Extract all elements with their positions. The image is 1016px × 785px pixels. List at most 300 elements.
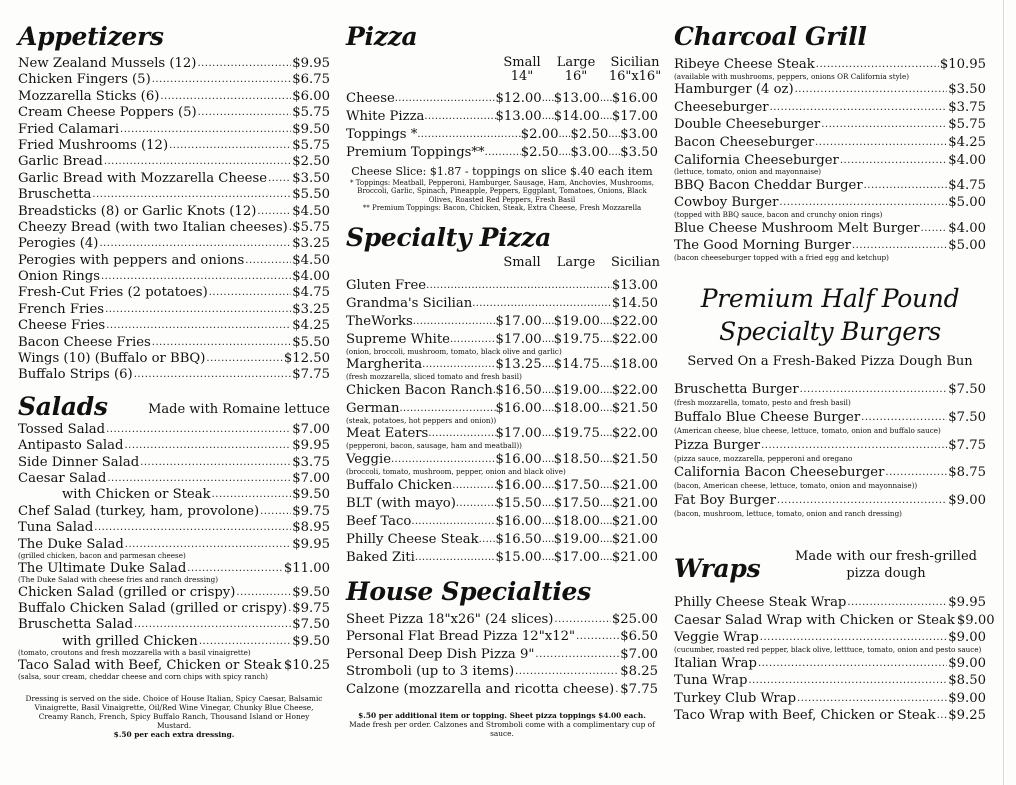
item-name: Onion Rings bbox=[18, 269, 100, 285]
item-name: Garlic Bread bbox=[18, 154, 103, 170]
item-price: $5.00 bbox=[948, 195, 986, 211]
item-name: French Fries bbox=[18, 301, 105, 317]
item-price: $3.25 bbox=[292, 301, 330, 317]
item-price: $5.75 bbox=[292, 105, 330, 121]
salad-row bbox=[18, 471, 330, 487]
item-price: $7.50 bbox=[292, 617, 330, 633]
item-name: Taco Wrap with Beef, Chicken or Steak bbox=[674, 708, 936, 724]
grill-row bbox=[674, 134, 986, 152]
item-price: $3.50 bbox=[948, 82, 986, 98]
item-price: $9.50 bbox=[292, 487, 330, 503]
dot-leader bbox=[758, 654, 947, 673]
price-large: $19.00 bbox=[553, 313, 600, 329]
dot-leader bbox=[921, 219, 948, 238]
specialty-size-small: Small bbox=[503, 254, 541, 270]
dot-leader bbox=[236, 584, 291, 601]
item-name: Caesar Salad bbox=[18, 470, 107, 486]
dot-leader bbox=[542, 548, 554, 567]
dot-leader bbox=[600, 399, 612, 418]
column-left bbox=[18, 0, 330, 739]
specialty-size-header bbox=[346, 255, 658, 273]
price-large: $17.50 bbox=[553, 477, 600, 493]
item-price: $12.50 bbox=[283, 351, 330, 367]
wraps-header bbox=[674, 544, 986, 584]
salads-subtitle: Made with Romaine lettuce bbox=[148, 401, 330, 417]
dot-leader bbox=[542, 107, 554, 126]
price-large: $14.75 bbox=[553, 357, 600, 373]
dressing-note bbox=[18, 694, 330, 739]
price-small: $17.00 bbox=[495, 313, 542, 329]
price-sicilian: $16.00 bbox=[611, 91, 658, 106]
grill-row bbox=[674, 220, 986, 238]
item-name: Breadsticks (8) or Garlic Knots (12) bbox=[18, 203, 257, 219]
dot-leader bbox=[134, 366, 292, 383]
dot-leader bbox=[289, 219, 291, 236]
appetizer-row bbox=[18, 138, 330, 154]
wraps-subtitle-line1: Made with our fresh-grilled bbox=[795, 549, 977, 565]
item-description: (topped with BBQ sauce, bacon and crunchy onion rings) bbox=[674, 209, 883, 219]
price-sicilian: $3.50 bbox=[620, 145, 658, 160]
appetizer-row bbox=[18, 253, 330, 269]
premium-list bbox=[674, 380, 986, 518]
appetizer-row bbox=[18, 187, 330, 203]
item-price: $2.50 bbox=[292, 154, 330, 170]
item-price: $9.95 bbox=[292, 536, 330, 552]
wrap-row bbox=[674, 690, 986, 708]
specialty-size-large: Large bbox=[556, 254, 596, 270]
wraps-list bbox=[674, 594, 995, 725]
wrap-row bbox=[674, 707, 986, 725]
price-sicilian: $21.00 bbox=[611, 513, 658, 529]
item-name: The Good Morning Burger bbox=[674, 238, 851, 254]
dot-leader bbox=[542, 355, 554, 374]
item-price: $10.95 bbox=[939, 57, 986, 72]
dot-leader bbox=[206, 350, 282, 367]
price-large: $18.00 bbox=[553, 400, 600, 416]
item-price: $5.50 bbox=[292, 334, 330, 350]
item-name: with Chicken or Steak bbox=[62, 487, 211, 503]
item-name: Buffalo Strips (6) bbox=[18, 367, 133, 383]
item-name: White Pizza bbox=[346, 109, 425, 124]
dot-leader bbox=[101, 268, 291, 285]
wraps-subtitle bbox=[786, 548, 986, 584]
item-price: $9.95 bbox=[292, 438, 330, 454]
dot-leader bbox=[515, 662, 619, 681]
item-price: $4.00 bbox=[948, 220, 986, 236]
item-name: Philly Cheese Steak bbox=[346, 531, 479, 547]
item-name: Beef Taco bbox=[346, 513, 412, 529]
item-description: (fresh mozzarella, sliced tomato and fresh basil) bbox=[346, 372, 522, 382]
dot-leader bbox=[400, 399, 496, 418]
item-name: Fresh-Cut Fries (2 potatoes) bbox=[18, 285, 208, 301]
house-heading: House Specialties bbox=[346, 576, 591, 606]
dot-leader bbox=[104, 153, 291, 170]
price-small: $2.50 bbox=[520, 145, 559, 160]
dot-leader bbox=[554, 610, 610, 629]
item-price: $5.75 bbox=[948, 117, 986, 133]
dot-leader bbox=[542, 476, 554, 495]
dot-leader bbox=[542, 312, 554, 331]
price-large: $2.50 bbox=[570, 127, 609, 142]
price-sicilian: $14.50 bbox=[611, 295, 658, 311]
salad-row bbox=[18, 617, 330, 633]
dot-leader bbox=[124, 437, 291, 454]
item-name: Italian Wrap bbox=[674, 655, 757, 671]
salad-row bbox=[18, 422, 330, 438]
dot-leader bbox=[268, 170, 291, 187]
dot-leader bbox=[608, 143, 620, 162]
dot-leader bbox=[140, 454, 291, 471]
item-name: Cheese Fries bbox=[18, 318, 106, 334]
dot-leader bbox=[542, 494, 554, 513]
item-price: $9.00 bbox=[956, 612, 995, 628]
appetizer-row bbox=[18, 285, 330, 301]
item-name: Ribeye Cheese Steak bbox=[674, 57, 815, 72]
item-description: (pizza sauce, mozzarella, pepperoni and oregano bbox=[674, 453, 853, 463]
appetizer-row bbox=[18, 318, 330, 334]
price-small: $16.00 bbox=[495, 513, 542, 529]
item-price: $3.25 bbox=[292, 236, 330, 252]
appetizer-row bbox=[18, 122, 330, 138]
dot-leader bbox=[600, 424, 612, 443]
item-name: Bruschetta Salad bbox=[18, 617, 134, 633]
dot-leader bbox=[542, 89, 554, 108]
item-price: $9.50 bbox=[292, 633, 330, 649]
price-sicilian: $21.00 bbox=[611, 549, 658, 565]
item-price: $7.75 bbox=[948, 437, 986, 453]
premium-heading-line2: Specialty Burgers bbox=[719, 317, 941, 347]
dot-leader bbox=[600, 548, 612, 567]
appetizer-row bbox=[18, 220, 330, 236]
salad-row bbox=[18, 487, 330, 503]
dot-leader bbox=[600, 330, 612, 349]
item-price: $8.25 bbox=[620, 664, 658, 680]
item-name: Meat Eaters bbox=[346, 426, 429, 442]
item-name: The Ultimate Duke Salad bbox=[18, 560, 187, 576]
grill-row bbox=[674, 116, 986, 134]
dot-leader bbox=[472, 294, 612, 313]
house-footer-text: Made fresh per order. Calzones and Stromboli come with a complimentary cup of sauce. bbox=[349, 719, 655, 738]
price-sicilian: $21.00 bbox=[611, 477, 658, 493]
appetizer-row bbox=[18, 171, 330, 187]
item-name: Caesar Salad Wrap with Chicken or Steak bbox=[674, 612, 955, 628]
item-price: $25.00 bbox=[611, 611, 658, 627]
item-price: $9.75 bbox=[292, 503, 330, 519]
column-middle bbox=[346, 0, 662, 738]
salad-row bbox=[18, 455, 330, 471]
item-name: Cowboy Burger bbox=[674, 195, 779, 211]
dot-leader bbox=[106, 421, 291, 438]
item-price: $4.75 bbox=[948, 177, 986, 193]
item-price: $6.50 bbox=[620, 629, 658, 645]
item-name: Buffalo Chicken bbox=[346, 477, 453, 493]
item-price: $4.50 bbox=[292, 252, 330, 268]
dot-leader bbox=[600, 89, 612, 108]
item-price: $4.75 bbox=[292, 285, 330, 301]
price-sicilian: $21.00 bbox=[611, 495, 658, 511]
price-sicilian: $3.00 bbox=[620, 127, 658, 142]
item-description: (bacon, mushroom, lettuce, tomato, onion and ranch dressing) bbox=[674, 508, 902, 518]
house-row bbox=[346, 681, 658, 699]
salad-row bbox=[18, 601, 330, 617]
pizza-list bbox=[346, 90, 658, 162]
item-name: Chicken Fingers (5) bbox=[18, 72, 151, 88]
price-sicilian: $18.00 bbox=[611, 357, 658, 373]
item-price: $9.50 bbox=[292, 584, 330, 600]
item-name: California Bacon Cheeseburger bbox=[674, 465, 885, 481]
dot-leader bbox=[542, 399, 554, 418]
item-price: $5.75 bbox=[292, 137, 330, 153]
house-row bbox=[346, 663, 658, 681]
dot-leader bbox=[411, 512, 495, 531]
dot-leader bbox=[160, 88, 291, 105]
price-sicilian: $21.50 bbox=[611, 452, 658, 467]
appetizer-row bbox=[18, 105, 330, 121]
item-name: BBQ Bacon Cheddar Burger bbox=[674, 177, 863, 193]
item-price: $4.00 bbox=[292, 269, 330, 285]
item-price: $11.00 bbox=[283, 560, 330, 576]
price-small: $16.00 bbox=[495, 400, 542, 416]
dot-leader bbox=[134, 616, 291, 633]
dot-leader bbox=[864, 176, 948, 195]
dot-leader bbox=[94, 519, 291, 536]
appetizer-row bbox=[18, 56, 330, 72]
house-footer-bold: $.50 per additional item or topping. Sheet pizza toppings $4.00 each. bbox=[358, 710, 646, 720]
column-right bbox=[674, 0, 995, 725]
dot-leader bbox=[288, 600, 291, 617]
appetizer-row bbox=[18, 154, 330, 170]
dot-leader bbox=[257, 203, 291, 220]
item-name: Veggie bbox=[346, 452, 392, 467]
wraps-heading: Wraps bbox=[674, 554, 761, 584]
pizza-row bbox=[346, 144, 658, 162]
premium-row bbox=[674, 408, 986, 428]
price-large: $13.00 bbox=[553, 91, 600, 106]
pizza-size-header bbox=[346, 55, 662, 86]
item-name: Wings (10) (Buffalo or BBQ) bbox=[18, 351, 206, 367]
grill-row bbox=[674, 177, 986, 195]
dot-leader bbox=[777, 490, 947, 511]
item-description: (pepperoni, bacon, sausage, ham and meatball)) bbox=[346, 441, 522, 451]
dot-leader bbox=[558, 143, 570, 162]
dot-leader bbox=[152, 71, 292, 88]
item-price: $9.00 bbox=[948, 690, 986, 706]
item-name: Cream Cheese Poppers (5) bbox=[18, 105, 197, 121]
item-name: Chef Salad (turkey, ham, provolone) bbox=[18, 503, 260, 519]
dot-leader bbox=[456, 494, 496, 513]
item-description: (bacon, American cheese, lettuce, tomato, onion and mayonnaise)) bbox=[674, 481, 918, 491]
pizza-row bbox=[346, 90, 658, 108]
item-price: $7.50 bbox=[948, 409, 986, 425]
dot-leader bbox=[600, 512, 612, 531]
dot-leader bbox=[479, 530, 496, 549]
item-name: Philly Cheese Steak Wrap bbox=[674, 595, 847, 611]
item-price: $7.75 bbox=[292, 367, 330, 383]
appetizers-heading: Appetizers bbox=[18, 22, 164, 51]
salads-heading: Salads bbox=[18, 391, 108, 421]
dot-leader bbox=[417, 125, 520, 144]
premium-row bbox=[674, 491, 986, 511]
item-price: $9.25 bbox=[948, 708, 986, 724]
price-large: $19.00 bbox=[553, 382, 600, 398]
item-name: Turkey Club Wrap bbox=[674, 690, 797, 706]
appetizer-row bbox=[18, 204, 330, 220]
specialty-row bbox=[346, 313, 658, 331]
dot-leader bbox=[424, 107, 495, 126]
item-price: $4.50 bbox=[292, 203, 330, 219]
pizza-size-sicilian: Sicilian 16"x16" bbox=[608, 55, 662, 84]
price-large: $3.00 bbox=[570, 145, 609, 160]
salad-row bbox=[18, 438, 330, 454]
appetizer-row bbox=[18, 72, 330, 88]
salad-row bbox=[18, 520, 330, 536]
price-small: $17.00 bbox=[495, 426, 542, 442]
item-description: (lettuce, tomato, onion and mayonnaise) bbox=[674, 167, 822, 177]
dot-leader bbox=[600, 381, 612, 400]
dot-leader bbox=[600, 450, 612, 469]
dot-leader bbox=[212, 486, 292, 503]
wrap-row bbox=[674, 672, 986, 690]
item-name: Fat Boy Burger bbox=[674, 492, 776, 508]
dot-leader bbox=[209, 284, 292, 301]
price-sicilian: $17.00 bbox=[611, 109, 658, 124]
appetizer-row bbox=[18, 335, 330, 351]
item-name: Grandma's Sicilian bbox=[346, 295, 473, 311]
grill-row bbox=[674, 56, 986, 74]
dot-leader bbox=[106, 317, 291, 334]
dot-leader bbox=[542, 330, 554, 349]
house-row bbox=[346, 646, 658, 664]
pizza-size-small: Small 14" bbox=[503, 55, 541, 84]
item-description: (cucumber, roasted red pepper, black olive, letttuce, tomato, onion and pesto sauce) bbox=[674, 645, 982, 655]
dot-leader bbox=[415, 548, 496, 567]
dot-leader bbox=[558, 125, 570, 144]
item-name: Fried Calamari bbox=[18, 121, 120, 137]
price-sicilian: $22.00 bbox=[611, 426, 658, 442]
item-name: The Duke Salad bbox=[18, 536, 124, 552]
item-price: $5.50 bbox=[292, 187, 330, 203]
item-name: Side Dinner Salad bbox=[18, 454, 140, 470]
dot-leader bbox=[120, 121, 291, 138]
premium-subtitle: Served On a Fresh-Baked Pizza Dough Bun bbox=[687, 354, 973, 370]
item-price: $6.75 bbox=[292, 72, 330, 88]
item-price: $4.00 bbox=[948, 152, 986, 168]
dot-leader bbox=[413, 312, 496, 331]
dot-leader bbox=[600, 530, 612, 549]
item-description: (bacon cheeseburger topped with a fried egg and ketchup) bbox=[674, 252, 889, 262]
item-price: $4.25 bbox=[948, 134, 986, 150]
dot-leader bbox=[99, 235, 291, 252]
item-name: Cheezy Bread (with two Italian cheeses) bbox=[18, 219, 288, 235]
item-price: $9.50 bbox=[292, 121, 330, 137]
dot-leader bbox=[795, 80, 948, 99]
price-small: $15.50 bbox=[495, 495, 542, 511]
item-name: Premium Toppings** bbox=[346, 145, 485, 160]
dot-leader bbox=[152, 334, 291, 351]
pizza-slice-note: Cheese Slice: $1.87 - toppings on slice $.40 each item bbox=[351, 165, 653, 178]
grill-row bbox=[674, 81, 986, 99]
dot-leader bbox=[600, 312, 612, 331]
house-list bbox=[346, 611, 658, 699]
dot-leader bbox=[600, 476, 612, 495]
specialty-row bbox=[346, 295, 658, 313]
price-large: $17.50 bbox=[553, 495, 600, 511]
item-name: Veggie Wrap bbox=[674, 630, 759, 646]
item-description: (steak, potatoes, hot peppers and onion)) bbox=[346, 415, 497, 425]
price-sicilian: $22.00 bbox=[611, 331, 658, 347]
wrap-row bbox=[674, 655, 986, 673]
item-name: BLT (with mayo) bbox=[346, 495, 456, 511]
wraps-subtitle-line2: pizza dough bbox=[846, 566, 926, 582]
item-name: Sheet Pizza 18"x26" (24 slices) bbox=[346, 611, 554, 627]
item-name: Chicken Salad (grilled or crispy) bbox=[18, 584, 236, 600]
dot-leader bbox=[821, 115, 947, 134]
price-large: $19.75 bbox=[553, 426, 600, 442]
item-price: $7.00 bbox=[292, 470, 330, 486]
item-price: $5.75 bbox=[292, 219, 330, 235]
price-small: $16.00 bbox=[495, 452, 542, 467]
appetizer-row bbox=[18, 236, 330, 252]
dressing-extra: $.50 per each extra dressing. bbox=[113, 729, 235, 739]
dot-leader bbox=[761, 435, 947, 456]
specialty-row bbox=[346, 495, 658, 513]
specialty-size-sicilian: Sicilian bbox=[611, 254, 660, 270]
item-price: $3.75 bbox=[948, 99, 986, 115]
grill-row bbox=[674, 99, 986, 117]
item-name: Stromboli (up to 3 items) bbox=[346, 664, 515, 680]
premium-header bbox=[674, 282, 986, 372]
salad-row bbox=[18, 504, 330, 520]
price-large: $14.00 bbox=[553, 109, 600, 124]
price-large: $18.50 bbox=[553, 452, 600, 467]
item-description: (tomato, croutons and fresh mozzarella with a basil vinaigrette) bbox=[18, 648, 251, 658]
dot-leader bbox=[542, 530, 554, 549]
item-name: Personal Deep Dish Pizza 9" bbox=[346, 646, 535, 662]
item-description: (American cheese, blue cheese, lettuce, tomato, onion and buffalo sauce) bbox=[674, 425, 941, 435]
pizza-size-large: Large 16" bbox=[556, 55, 596, 84]
item-price: $6.00 bbox=[292, 88, 330, 104]
item-price: $8.50 bbox=[948, 673, 986, 689]
price-small: $16.50 bbox=[495, 382, 542, 398]
item-name: Bruschetta Burger bbox=[674, 382, 799, 398]
item-name: Tuna Wrap bbox=[674, 673, 748, 689]
dot-leader bbox=[748, 671, 947, 690]
premium-row bbox=[674, 436, 986, 456]
price-large: $19.75 bbox=[553, 331, 600, 347]
dot-leader bbox=[426, 276, 612, 295]
item-name: Perogies (4) bbox=[18, 236, 99, 252]
item-description: (The Duke Salad with cheese fries and ranch dressing) bbox=[18, 574, 219, 584]
item-price: $9.00 bbox=[948, 630, 986, 646]
dot-leader bbox=[937, 706, 948, 725]
item-name: New Zealand Mussels (12) bbox=[18, 55, 197, 71]
specialty-row bbox=[346, 549, 658, 567]
item-name: Toppings * bbox=[346, 127, 418, 142]
appetizer-row bbox=[18, 269, 330, 285]
item-price: $9.00 bbox=[948, 655, 986, 671]
premium-row bbox=[674, 380, 986, 400]
item-name: Mozzarella Sticks (6) bbox=[18, 88, 160, 104]
dot-leader bbox=[245, 252, 291, 269]
pizza-heading: Pizza bbox=[346, 22, 418, 51]
dot-leader bbox=[450, 330, 496, 349]
specialty-heading: Specialty Pizza bbox=[346, 222, 552, 252]
dot-leader bbox=[260, 503, 291, 520]
specialty-row bbox=[346, 477, 658, 495]
house-row bbox=[346, 628, 658, 646]
item-price: $7.75 bbox=[620, 681, 658, 697]
dot-leader bbox=[770, 98, 948, 117]
